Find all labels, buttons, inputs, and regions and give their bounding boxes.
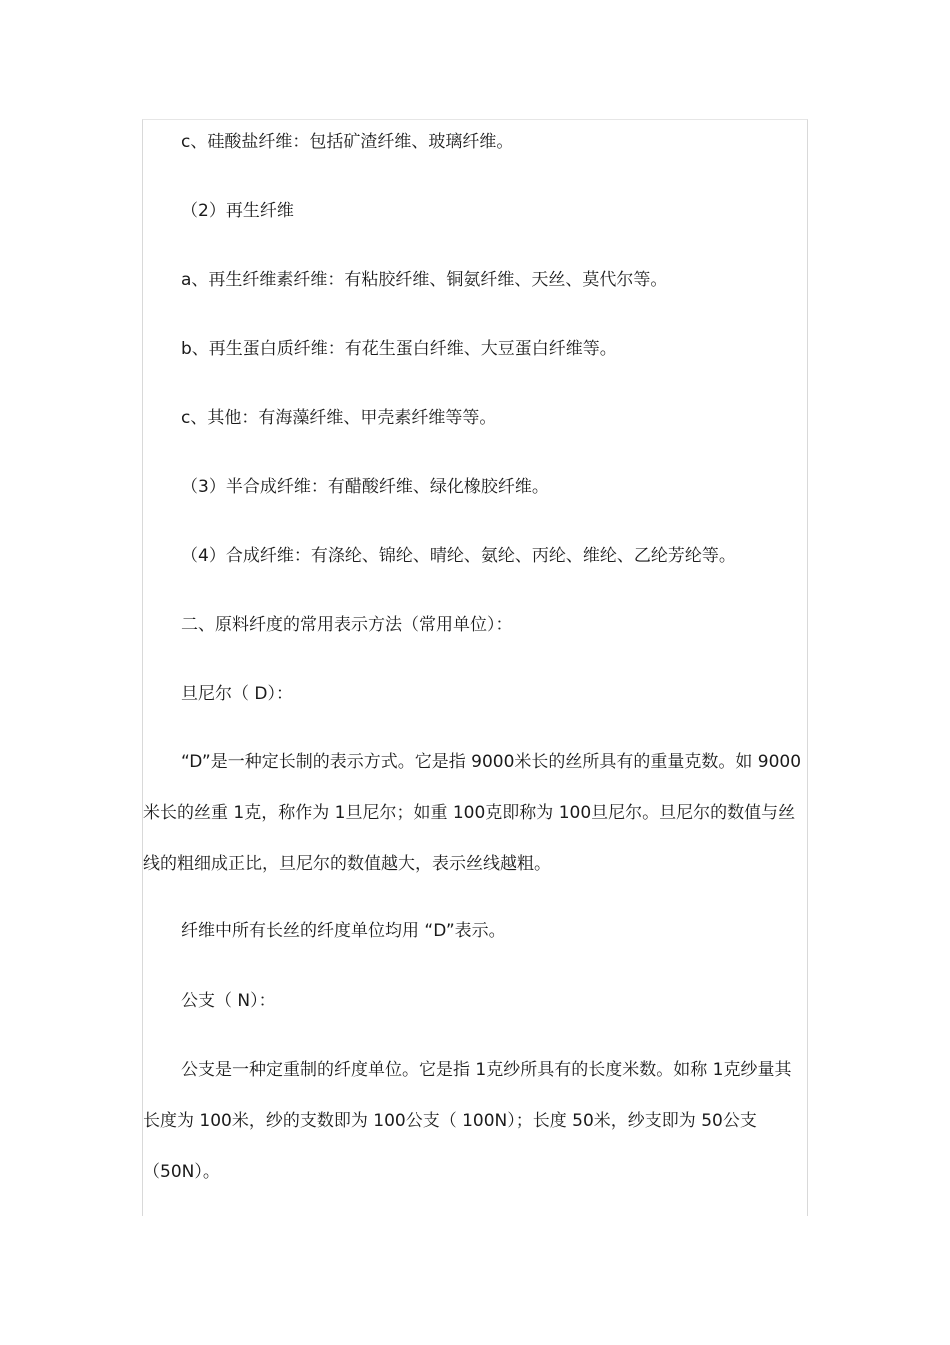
text-line-other-fibers: c、其他：有海藻纤维、甲壳素纤维等等。 bbox=[181, 408, 497, 428]
text-line-regenerated-protein: b、再生蛋白质纤维：有花生蛋白纤维、大豆蛋白纤维等。 bbox=[181, 339, 617, 359]
paragraph-denier-text: “D”是一种定长制的表示方式。它是指 9000米长的丝所具有的重量克数。如 9000米长的丝重 1克，称作为 1旦尼尔；如重 100克即称为 100旦尼尔。旦尼尔的数值与丝线的粗细成正比，旦尼尔的数值越大，表示丝线越粗。 bbox=[143, 752, 802, 874]
text-line-regenerated-fiber-heading: （2）再生纤维 bbox=[181, 201, 294, 221]
text-line-regenerated-cellulose: a、再生纤维素纤维：有粘胶纤维、铜氨纤维、天丝、莫代尔等。 bbox=[181, 270, 668, 290]
paragraph-gongzhi-text: 公支是一种定重制的纤度单位。它是指 1克纱所具有的长度米数。如称 1克纱量其长度为 100米，纱的支数即为 100公支（ 100N）；长度 50米，纱支即为 50公支（50N）。 bbox=[143, 1060, 792, 1182]
text-line-fiber-unit: 纤维中所有长丝的纤度单位均用 “D”表示。 bbox=[181, 921, 506, 941]
subheading-denier: 旦尼尔（ D）： bbox=[181, 684, 293, 704]
subheading-gongzhi: 公支（ N）： bbox=[181, 991, 276, 1011]
text-line-semi-synthetic: （3）半合成纤维：有醋酸纤维、绿化橡胶纤维。 bbox=[181, 477, 549, 497]
paragraph-gongzhi-definition bbox=[143, 1045, 803, 1198]
text-line-synthetic: （4）合成纤维：有涤纶、锦纶、晴纶、氨纶、丙纶、维纶、乙纶芳纶等。 bbox=[181, 546, 736, 566]
paragraph-denier-definition bbox=[143, 737, 803, 890]
section-heading-fineness-units: 二、原料纤度的常用表示方法（常用单位）： bbox=[181, 615, 513, 635]
text-line-silicate-fiber: c、硅酸盐纤维：包括矿渣纤维、玻璃纤维。 bbox=[181, 132, 514, 152]
